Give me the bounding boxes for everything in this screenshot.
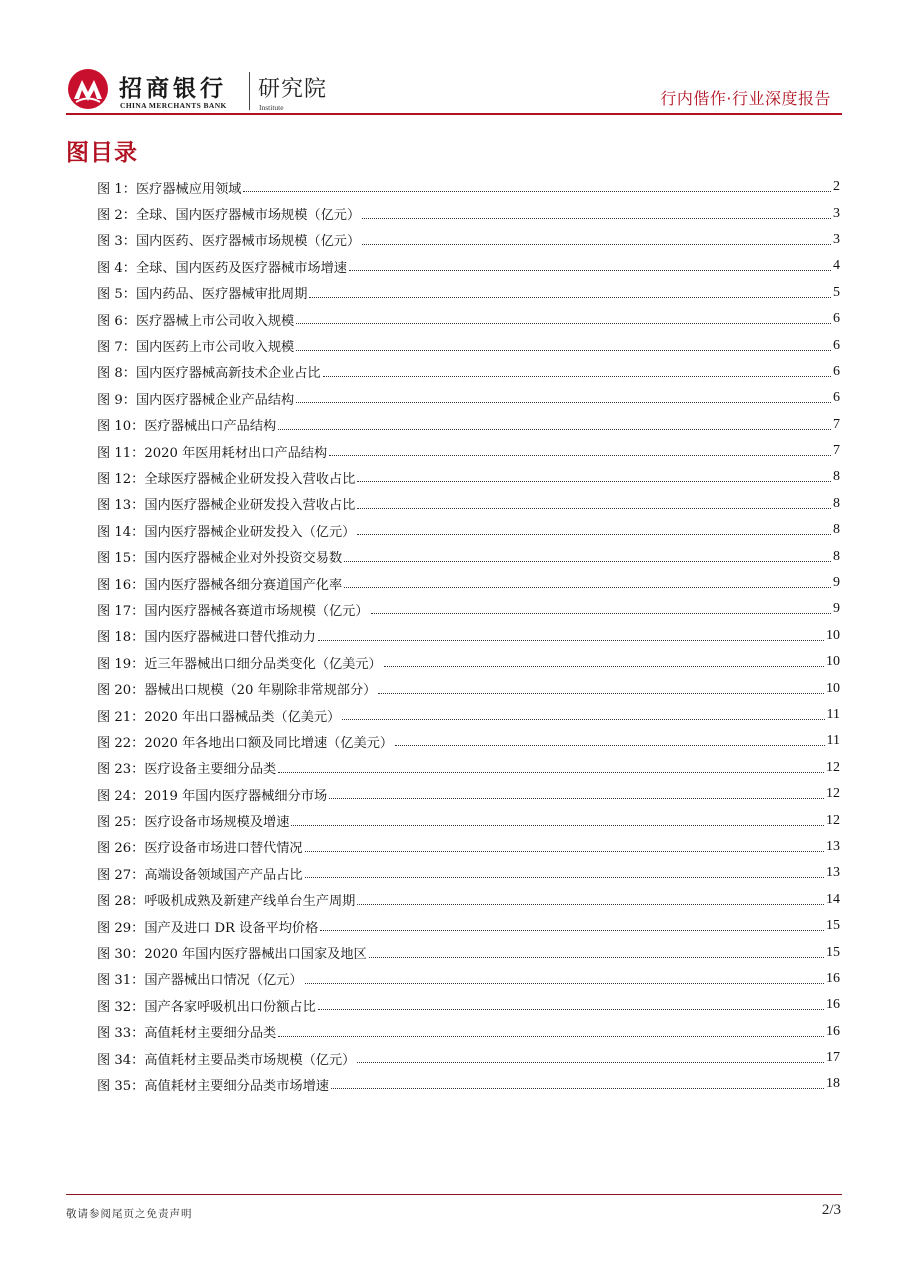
toc-entry-page: 8: [833, 522, 840, 538]
toc-entry-page: 12: [826, 812, 840, 828]
toc-entry[interactable]: [97, 306, 840, 332]
toc-entry-label: 图 33：高值耗材主要细分品类: [97, 1026, 277, 1042]
toc-entry[interactable]: [97, 438, 840, 464]
toc-entry-page: 4: [833, 258, 840, 274]
toc-entry-page: 6: [833, 311, 840, 327]
toc-entry-label: 图 19：近三年器械出口细分品类变化（亿美元）: [97, 656, 382, 672]
toc-entry[interactable]: [97, 966, 840, 992]
toc-entry-label: 图 21：2020 年出口器械品类（亿美元）: [97, 709, 341, 725]
toc-entry-label: 图 4：全球、国内医药及医疗器械市场增速: [97, 260, 347, 276]
toc-leader-dots: [378, 692, 824, 694]
toc-entry-page: 8: [833, 469, 840, 485]
toc-leader-dots: [305, 982, 824, 984]
toc-leader-dots: [362, 217, 831, 219]
toc-entry[interactable]: [97, 253, 840, 279]
toc-entry[interactable]: [97, 412, 840, 438]
toc-leader-dots: [243, 190, 831, 192]
toc-entry-label: 图 3：国内医药、医疗器械市场规模（亿元）: [97, 234, 361, 250]
toc-entry-page: 7: [833, 443, 840, 459]
toc-entry-page: 16: [826, 970, 840, 986]
toc-entry-label: 图 18：国内医疗器械进口替代推动力: [97, 630, 316, 646]
toc-leader-dots: [309, 296, 831, 298]
toc-entry[interactable]: [97, 280, 840, 306]
footer-divider: [66, 1194, 842, 1195]
toc-entry-label: 图 29：国产及进口 DR 设备平均价格: [97, 920, 319, 936]
toc-entry-page: 8: [833, 548, 840, 564]
toc-entry-label: 图 17：国内医疗器械各赛道市场规模（亿元）: [97, 603, 369, 619]
toc-entry-label: 图 9：国内医疗器械企业产品结构: [97, 392, 295, 408]
toc-leader-dots: [349, 269, 831, 271]
figure-index-list: [97, 174, 840, 1098]
institute-name-cn: 研究院: [258, 77, 328, 102]
disclaimer-note: 敬请参阅尾页之免责声明: [66, 1208, 193, 1220]
toc-entry-label: 图 30：2020 年国内医疗器械出口国家及地区: [97, 947, 367, 963]
toc-leader-dots: [291, 824, 824, 826]
toc-leader-dots: [369, 956, 824, 958]
toc-entry-label: 图 26：医疗设备市场进口替代情况: [97, 841, 303, 857]
toc-leader-dots: [331, 1087, 824, 1089]
bank-name-en: CHINA MERCHANTS BANK: [120, 101, 227, 110]
toc-entry-page: 6: [833, 337, 840, 353]
toc-entry-label: 图 16：国内医疗器械各细分赛道国产化率: [97, 577, 343, 593]
toc-entry[interactable]: [97, 834, 840, 860]
toc-entry[interactable]: [97, 227, 840, 253]
page-header: [0, 0, 905, 118]
toc-entry-label: 图 28：呼吸机成熟及新建产线单台生产周期: [97, 894, 356, 910]
toc-entry-page: 18: [826, 1076, 840, 1092]
toc-leader-dots: [357, 533, 831, 535]
toc-leader-dots: [329, 797, 824, 799]
toc-entry-page: 7: [833, 416, 840, 432]
toc-entry-page: 13: [826, 838, 840, 854]
toc-entry-page: 11: [826, 733, 840, 749]
toc-entry[interactable]: [97, 332, 840, 358]
toc-leader-dots: [357, 1061, 824, 1063]
toc-entry-label: 图 7：国内医药上市公司收入规模: [97, 340, 295, 356]
toc-entry[interactable]: [97, 1045, 840, 1071]
toc-entry-label: 图 24：2019 年国内医疗器械细分市场: [97, 788, 328, 804]
toc-entry[interactable]: [97, 1019, 840, 1045]
toc-entry-page: 16: [826, 997, 840, 1013]
toc-entry-label: 图 13：国内医疗器械企业研发投入营收占比: [97, 498, 356, 514]
toc-entry-label: 图 12：全球医疗器械企业研发投入营收占比: [97, 471, 356, 487]
toc-entry[interactable]: [97, 675, 840, 701]
toc-entry-label: 图 10：医疗器械出口产品结构: [97, 419, 277, 435]
toc-entry[interactable]: [97, 385, 840, 411]
toc-entry-page: 10: [826, 627, 840, 643]
toc-entry-label: 图 20：器械出口规模（20 年剔除非常规部分）: [97, 683, 377, 699]
toc-entry-page: 14: [826, 891, 840, 907]
toc-entry-page: 6: [833, 390, 840, 406]
toc-leader-dots: [395, 744, 824, 746]
toc-leader-dots: [344, 586, 831, 588]
toc-leader-dots: [278, 1035, 824, 1037]
toc-entry-page: 10: [826, 654, 840, 670]
toc-entry-page: 9: [833, 575, 840, 591]
toc-entry[interactable]: [97, 702, 840, 728]
toc-leader-dots: [323, 375, 831, 377]
toc-entry[interactable]: [97, 649, 840, 675]
toc-entry-page: 3: [833, 205, 840, 221]
toc-leader-dots: [362, 243, 831, 245]
toc-leader-dots: [320, 929, 824, 931]
toc-title: 图目录: [66, 140, 138, 166]
toc-leader-dots: [318, 1008, 824, 1010]
toc-entry-label: 图 35：高值耗材主要细分品类市场增速: [97, 1078, 329, 1094]
toc-entry-page: 12: [826, 786, 840, 802]
toc-entry-label: 图 15：国内医疗器械企业对外投资交易数: [97, 551, 343, 567]
toc-entry-page: 15: [826, 944, 840, 960]
toc-entry-page: 8: [833, 495, 840, 511]
toc-entry[interactable]: [97, 913, 840, 939]
toc-entry[interactable]: [97, 200, 840, 226]
toc-entry[interactable]: [97, 596, 840, 622]
toc-leader-dots: [305, 850, 824, 852]
toc-leader-dots: [296, 401, 831, 403]
toc-entry-label: 图 14：国内医疗器械企业研发投入（亿元）: [97, 524, 356, 540]
toc-entry-page: 5: [833, 284, 840, 300]
toc-entry-label: 图 8：国内医疗器械高新技术企业占比: [97, 366, 321, 382]
logo-divider: [249, 72, 250, 110]
toc-leader-dots: [357, 480, 831, 482]
toc-entry-label: 图 5：国内药品、医疗器械审批周期: [97, 287, 308, 303]
toc-entry[interactable]: [97, 992, 840, 1018]
toc-entry-page: 3: [833, 231, 840, 247]
toc-entry[interactable]: [97, 491, 840, 517]
toc-entry[interactable]: [97, 464, 840, 490]
toc-entry-label: 图 31：国产器械出口情况（亿元）: [97, 973, 303, 989]
toc-entry-page: 10: [826, 680, 840, 696]
header-divider: [66, 113, 842, 115]
toc-entry-page: 16: [826, 1023, 840, 1039]
toc-entry[interactable]: [97, 781, 840, 807]
toc-entry-page: 9: [833, 601, 840, 617]
page-number: 2/3: [821, 1202, 841, 1218]
toc-entry[interactable]: [97, 887, 840, 913]
toc-entry[interactable]: [97, 623, 840, 649]
toc-leader-dots: [342, 718, 824, 720]
toc-entry[interactable]: [97, 517, 840, 543]
toc-leader-dots: [296, 322, 831, 324]
toc-leader-dots: [344, 560, 831, 562]
toc-leader-dots: [296, 349, 831, 351]
toc-leader-dots: [357, 507, 831, 509]
toc-entry-label: 图 23：医疗设备主要细分品类: [97, 762, 277, 778]
toc-leader-dots: [329, 454, 831, 456]
toc-leader-dots: [371, 612, 831, 614]
toc-entry-label: 图 22：2020 年各地出口额及同比增速（亿美元）: [97, 735, 394, 751]
toc-entry[interactable]: [97, 755, 840, 781]
toc-entry-label: 图 25：医疗设备市场规模及增速: [97, 815, 290, 831]
toc-entry-label: 图 2：全球、国内医疗器械市场规模（亿元）: [97, 208, 361, 224]
report-type-label: 行内偕作·行业深度报告: [660, 89, 831, 108]
toc-entry[interactable]: [97, 728, 840, 754]
institute-name-en: Institute: [259, 103, 284, 112]
toc-leader-dots: [278, 771, 824, 773]
toc-entry[interactable]: [97, 570, 840, 596]
toc-entry-page: 12: [826, 759, 840, 775]
toc-entry-page: 2: [833, 179, 840, 195]
toc-leader-dots: [318, 639, 824, 641]
toc-leader-dots: [384, 665, 824, 667]
toc-entry-page: 15: [826, 918, 840, 934]
toc-leader-dots: [305, 876, 824, 878]
toc-entry[interactable]: [97, 543, 840, 569]
toc-entry-label: 图 6：医疗器械上市公司收入规模: [97, 313, 295, 329]
toc-entry-page: 13: [826, 865, 840, 881]
bank-name-cn: 招商银行: [119, 75, 227, 102]
toc-leader-dots: [357, 903, 824, 905]
toc-entry[interactable]: [97, 174, 840, 200]
toc-entry-page: 6: [833, 363, 840, 379]
toc-entry-label: 图 34：高值耗材主要品类市场规模（亿元）: [97, 1052, 356, 1068]
toc-entry-label: 图 11：2020 年医用耗材出口产品结构: [97, 445, 328, 461]
bank-logo-icon: [67, 68, 109, 110]
toc-entry-label: 图 27：高端设备领域国产产品占比: [97, 867, 303, 883]
toc-entry[interactable]: [97, 1071, 840, 1097]
toc-entry-page: 17: [826, 1050, 840, 1066]
toc-entry[interactable]: [97, 860, 840, 886]
toc-entry[interactable]: [97, 807, 840, 833]
toc-entry-label: 图 32：国产各家呼吸机出口份额占比: [97, 999, 316, 1015]
toc-entry[interactable]: [97, 359, 840, 385]
toc-entry-label: 图 1：医疗器械应用领域: [97, 181, 242, 197]
toc-entry-page: 11: [826, 707, 840, 722]
toc-entry[interactable]: [97, 939, 840, 965]
toc-leader-dots: [278, 428, 831, 430]
